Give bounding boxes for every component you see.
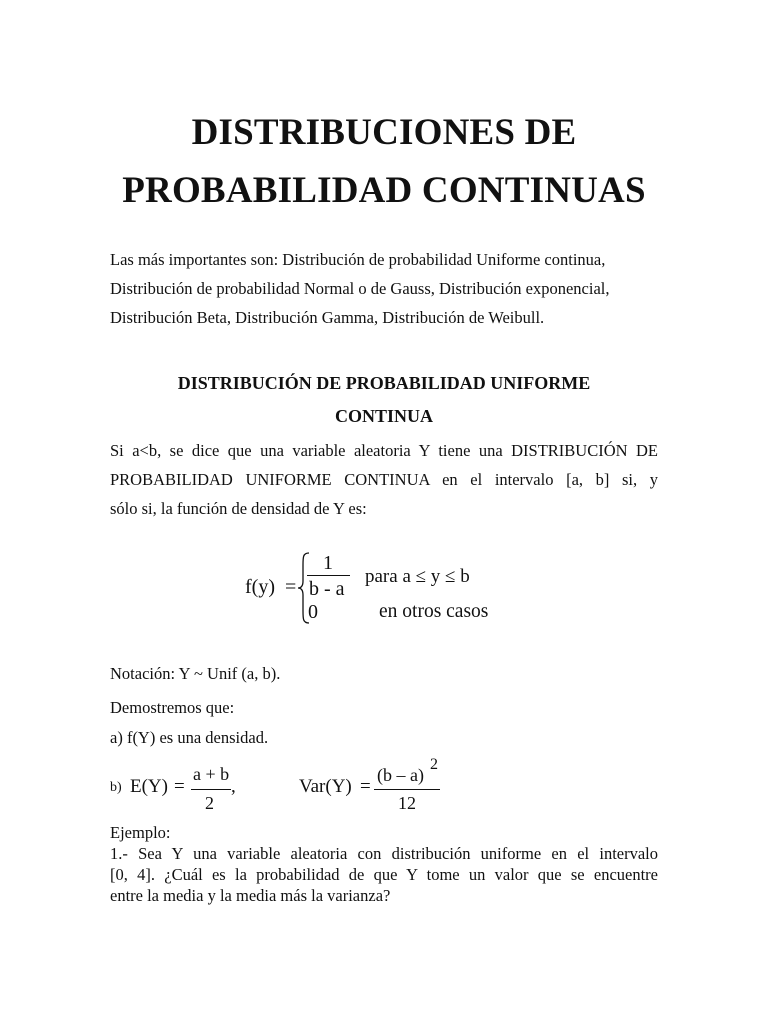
section-heading-line-2: CONTINUA: [334, 406, 433, 426]
expectation-lhs: E(Y): [130, 776, 168, 797]
density-fraction-bar: [307, 575, 350, 576]
density-denominator: b - a: [309, 578, 345, 600]
density-lhs: f(y): [245, 576, 275, 598]
definition-line-1: Si a<b, se dice que una variable aleatoria Y tiene una DISTRIBUCIÓN DE: [110, 441, 658, 460]
expectation-fraction-bar: [191, 789, 231, 790]
document-title-line-1: DISTRIBUCIONES DE: [191, 112, 577, 153]
notation-line: Notación: Y ~ Unif (a, b).: [110, 664, 281, 683]
variance-equals: =: [360, 776, 371, 797]
variance-lhs: Var(Y): [299, 776, 352, 797]
variance-fraction-bar: [374, 789, 440, 790]
definition-line-3: sólo si, la función de densidad de Y es:: [110, 499, 367, 518]
example-line-3: entre la media y la media más la varianza?: [110, 886, 391, 905]
example-block: [110, 822, 658, 906]
variance-denominator: 12: [398, 793, 416, 813]
intro-line-2: Distribución de probabilidad Normal o de Gauss, Distribución exponencial,: [110, 279, 610, 298]
section-heading-line-1: DISTRIBUCIÓN DE PROBABILIDAD UNIFORME: [177, 373, 591, 393]
intro-line-1: Las más importantes son: Distribución de probabilidad Uniforme continua,: [110, 250, 606, 269]
density-case2-value: 0: [308, 601, 318, 623]
expectation-denominator: 2: [205, 793, 214, 813]
intro-paragraph: [110, 245, 658, 332]
item-b-label: b): [110, 780, 122, 795]
variance-exponent: 2: [430, 756, 438, 773]
definition-paragraph: [110, 436, 658, 523]
expectation-numerator: a + b: [193, 764, 230, 784]
demostremos-line: Demostremos que:: [110, 698, 235, 717]
intro-line-3: Distribución Beta, Distribución Gamma, Distribución de Weibull.: [110, 308, 545, 327]
density-case2-condition: en otros casos: [379, 601, 489, 622]
expectation-equals: =: [174, 776, 185, 797]
example-line-2: [0, 4]. ¿Cuál es la probabilidad de que Y tome un valor que se encuentre: [110, 865, 658, 884]
density-equals: =: [285, 576, 297, 598]
variance-numerator: (b – a): [377, 765, 424, 785]
example-heading: Ejemplo:: [110, 823, 171, 842]
density-case1-condition: para a ≤ y ≤ b: [365, 566, 470, 587]
item-a-line: a) f(Y) es una densidad.: [110, 728, 269, 747]
document-title-line-2: PROBABILIDAD CONTINUAS: [122, 170, 646, 211]
definition-line-2: PROBABILIDAD UNIFORME CONTINUA en el intervalo [a, b] si, y: [110, 470, 658, 489]
density-numerator: 1: [323, 552, 333, 574]
expectation-comma: ,: [231, 776, 236, 797]
example-line-1: 1.- Sea Y una variable aleatoria con distribución uniforme en el intervalo: [110, 844, 658, 863]
